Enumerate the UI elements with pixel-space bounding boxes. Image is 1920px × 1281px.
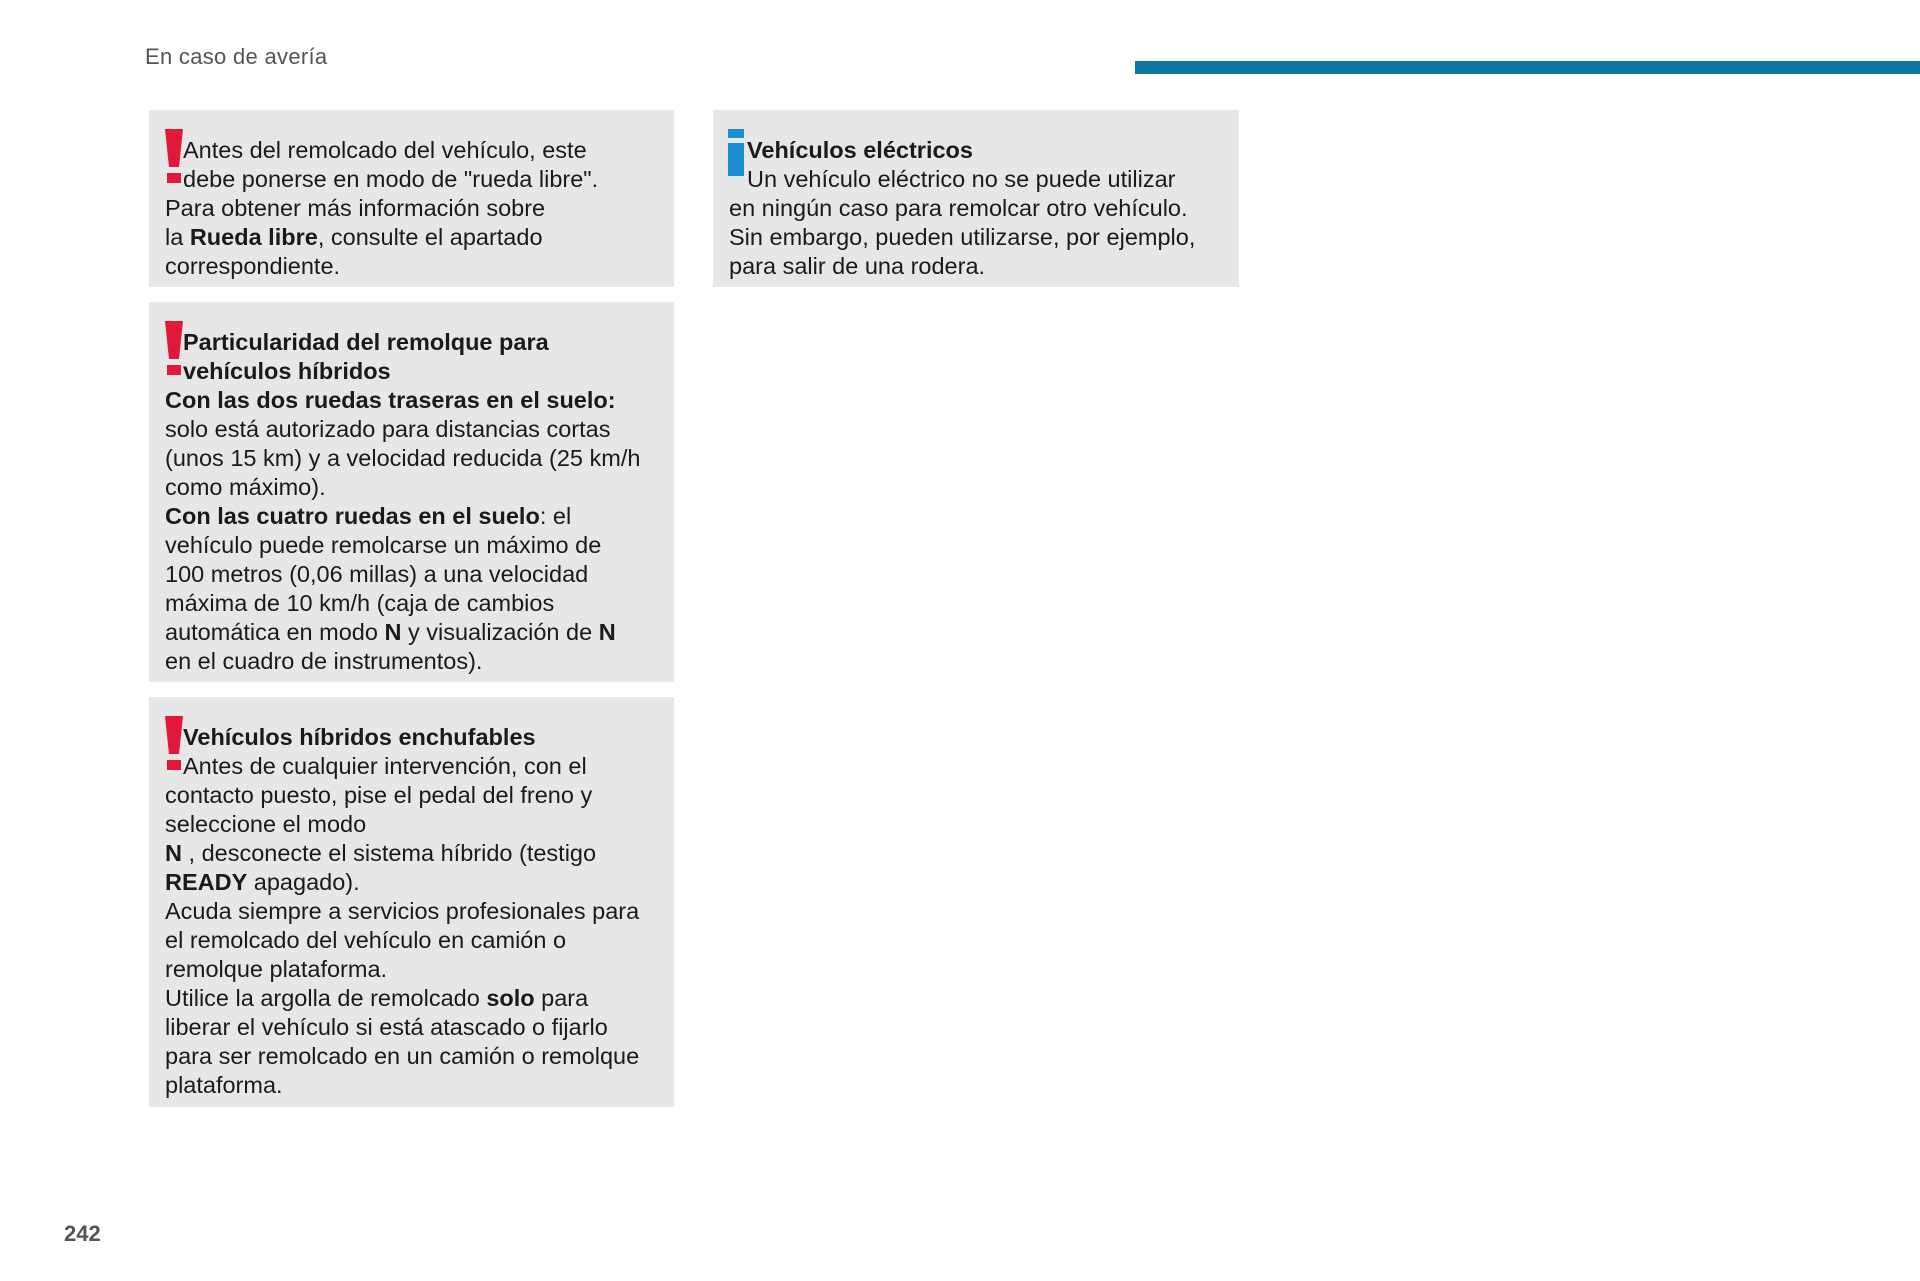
text-line: automática en modo N y visualización de N [165,619,616,645]
text-line: N , desconecte el sistema híbrido (testigo [165,840,597,866]
text-line: seleccione el modo [165,811,367,837]
text-line: Antes del remolcado del vehículo, este [183,137,587,163]
text-line: para salir de una rodera. [729,253,986,279]
warning-icon [163,716,187,772]
subheading: Con las dos ruedas traseras en el suelo: [165,387,616,413]
info-box-electric-vehicles [713,110,1239,287]
text-line: plataforma. [165,1072,283,1098]
text-line: debe ponerse en modo de "rueda libre". [183,166,599,192]
text-line: liberar el vehículo si está atascado o fijarlo [165,1014,608,1040]
info-icon [728,129,744,176]
text-line: correspondiente. [165,253,341,279]
text-line: la Rueda libre, consulte el apartado [165,224,543,250]
text-line: READY apagado). [165,869,360,895]
box-title: Vehículos híbridos enchufables [183,724,536,750]
text-line: Con las cuatro ruedas en el suelo: el [165,503,572,529]
warning-box-plugin-hybrid [149,697,674,1107]
text-line: como máximo). [165,474,326,500]
text-line: Antes de cualquier intervención, con el [183,753,587,779]
box-title: Particularidad del remolque para [183,329,549,355]
text-line: Sin embargo, pueden utilizarse, por ejemplo, [729,224,1196,250]
text-line: (unos 15 km) y a velocidad reducida (25 km/h [165,445,641,471]
text-line: el remolcado del vehículo en camión o [165,927,567,953]
text-line: 100 metros (0,06 millas) a una velocidad [165,561,589,587]
text-line: en ningún caso para remolcar otro vehículo. [729,195,1188,221]
box-title: vehículos híbridos [183,358,391,384]
warning-icon [163,321,187,377]
text-line: Para obtener más información sobre [165,195,546,221]
text-line: vehículo puede remolcarse un máximo de [165,532,602,558]
header-accent-bar [1135,61,1920,74]
page-number: 242 [64,1221,101,1246]
text-line: para ser remolcado en un camión o remolque [165,1043,640,1069]
subheading: Con las cuatro ruedas en el suelo [165,503,540,529]
text-line: solo está autorizado para distancias cortas [165,416,611,442]
text-line: Acuda siempre a servicios profesionales para [165,898,640,924]
text-line: Utilice la argolla de remolcado solo para [165,985,589,1011]
free-wheel-reference: Rueda libre [189,224,318,250]
text-line: contacto puesto, pise el pedal del freno y [165,782,593,808]
text-line: en el cuadro de instrumentos). [165,648,483,674]
warning-box-hybrid-towing [149,302,674,682]
warning-icon [163,129,187,185]
text-line: Un vehículo eléctrico no se puede utilizar [747,166,1176,192]
box-title: Vehículos eléctricos [747,137,973,163]
section-title: En caso de avería [145,44,328,69]
text-line: remolque plataforma. [165,956,388,982]
warning-box-free-wheel [149,110,674,287]
text-line: máxima de 10 km/h (caja de cambios [165,590,555,616]
